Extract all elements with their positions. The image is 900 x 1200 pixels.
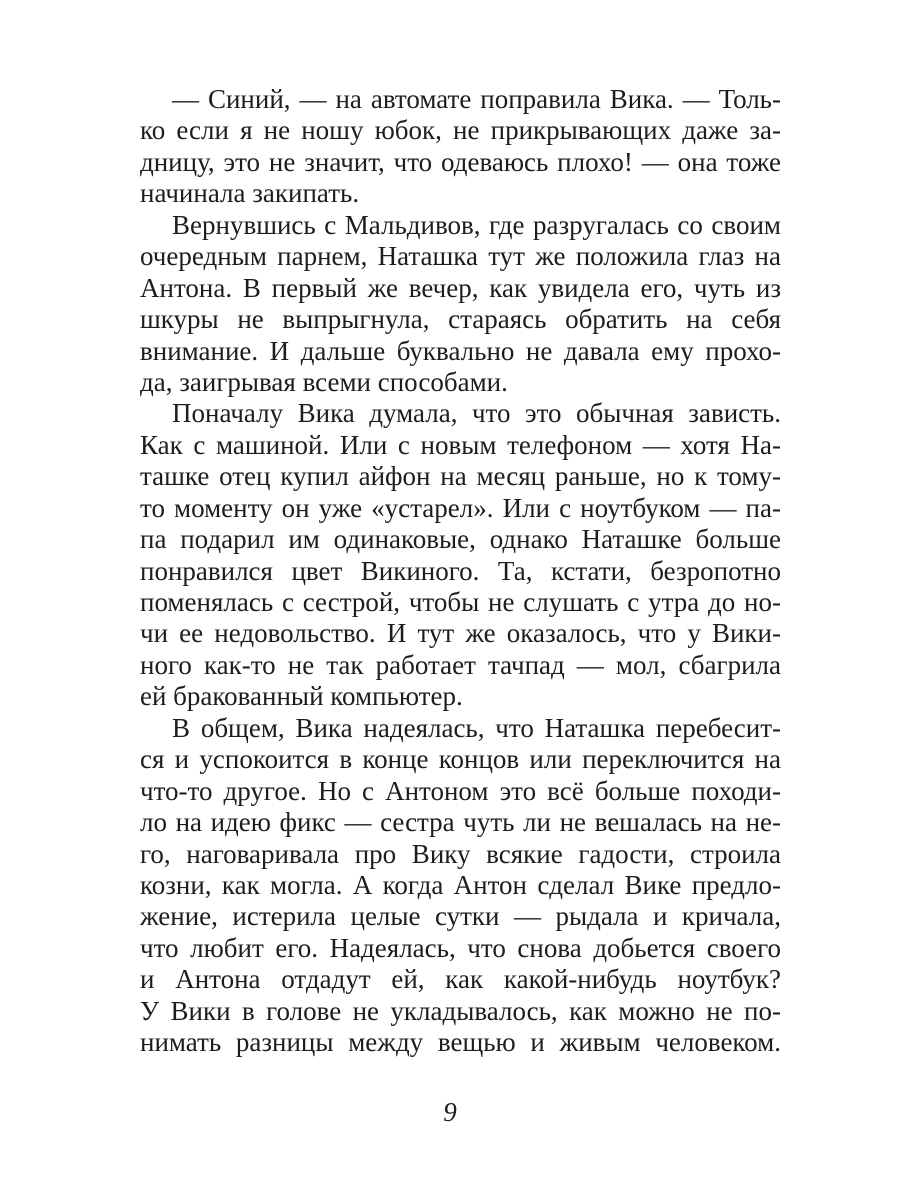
text-line: Поначалу Вика думала, что это обычная зависть. [172, 398, 781, 429]
text-line: поменялась с сестрой, чтобы не слушать с утра до но- [140, 587, 781, 617]
page-number: 9 [443, 1097, 457, 1127]
text-line: ей бракованный компьютер. [140, 681, 463, 712]
text-line: Антона. В первый же вечер, как увидела его, чуть из [140, 272, 781, 303]
text-line: Как с машиной. Или с новым телефоном — хотя На- [140, 429, 781, 460]
text-line: У Вики в голове не укладывалось, как можно не по- [140, 995, 781, 1026]
body-text [140, 84, 781, 1059]
paragraph [140, 398, 781, 712]
paragraph [140, 210, 781, 399]
text-line: козни, как могла. А когда Антон сделал Вике предло- [140, 869, 781, 900]
text-line: ного как-то не так работает тачпад — мол, сбагрила [140, 649, 781, 680]
text-line: да, заигрывая всеми способами. [140, 366, 508, 397]
text-line: очередным парнем, Наташка тут же положила глаз на [140, 241, 781, 272]
text-line: понравился цвет Викиного. Та, кстати, безропотно [140, 555, 781, 586]
text-line: па подарил им одинаковые, однако Наташке больше [140, 524, 781, 555]
text-line: ташке отец купил айфон на месяц раньше, но к тому- [140, 461, 781, 492]
text-line: шкуры не выпрыгнула, стараясь обратить на себя [140, 304, 781, 335]
paragraph [140, 713, 781, 1059]
paragraph [140, 84, 781, 210]
text-line: жение, истерила целые сутки — рыдала и кричала, [140, 901, 781, 932]
text-line: чи ее недовольство. И тут же оказалось, что у Вики- [140, 618, 781, 649]
text-line: нимать разницы между вещью и живым человеком. [140, 1027, 781, 1058]
text-line: ко если я не ношу юбок, не прикрывающих даже за- [140, 115, 781, 146]
text-line: Вернувшись с Мальдивов, где разругалась со своим [172, 209, 781, 240]
text-line: — Синий, — на автомате поправила Вика. — Толь- [172, 84, 781, 114]
text-line: дницу, это не значит, что одеваюсь плохо! — она тоже [140, 146, 781, 177]
text-line: ся и успокоится в конце концов или переключится на [140, 744, 781, 775]
text-line: го, наговаривала про Вику всякие гадости, строила [140, 838, 781, 869]
text-line: внимание. И дальше буквально не давала ему прохо- [140, 335, 781, 366]
text-line: то моменту он уже «устарел». Или с ноутбуком — па- [140, 492, 781, 523]
text-line: что любит его. Надеялась, что снова добьется своего [140, 932, 781, 963]
text-line: ло на идею фикс — сестра чуть ли не вешалась на не- [140, 807, 781, 838]
text-line: начинала закипать. [140, 178, 360, 209]
text-line: и Антона отдадут ей, как какой-нибудь ноутбук? [140, 964, 781, 995]
text-line: В общем, Вика надеялась, что Наташка перебесит- [172, 712, 781, 743]
text-line: что-то другое. Но с Антоном это всё больше походи- [140, 775, 781, 806]
